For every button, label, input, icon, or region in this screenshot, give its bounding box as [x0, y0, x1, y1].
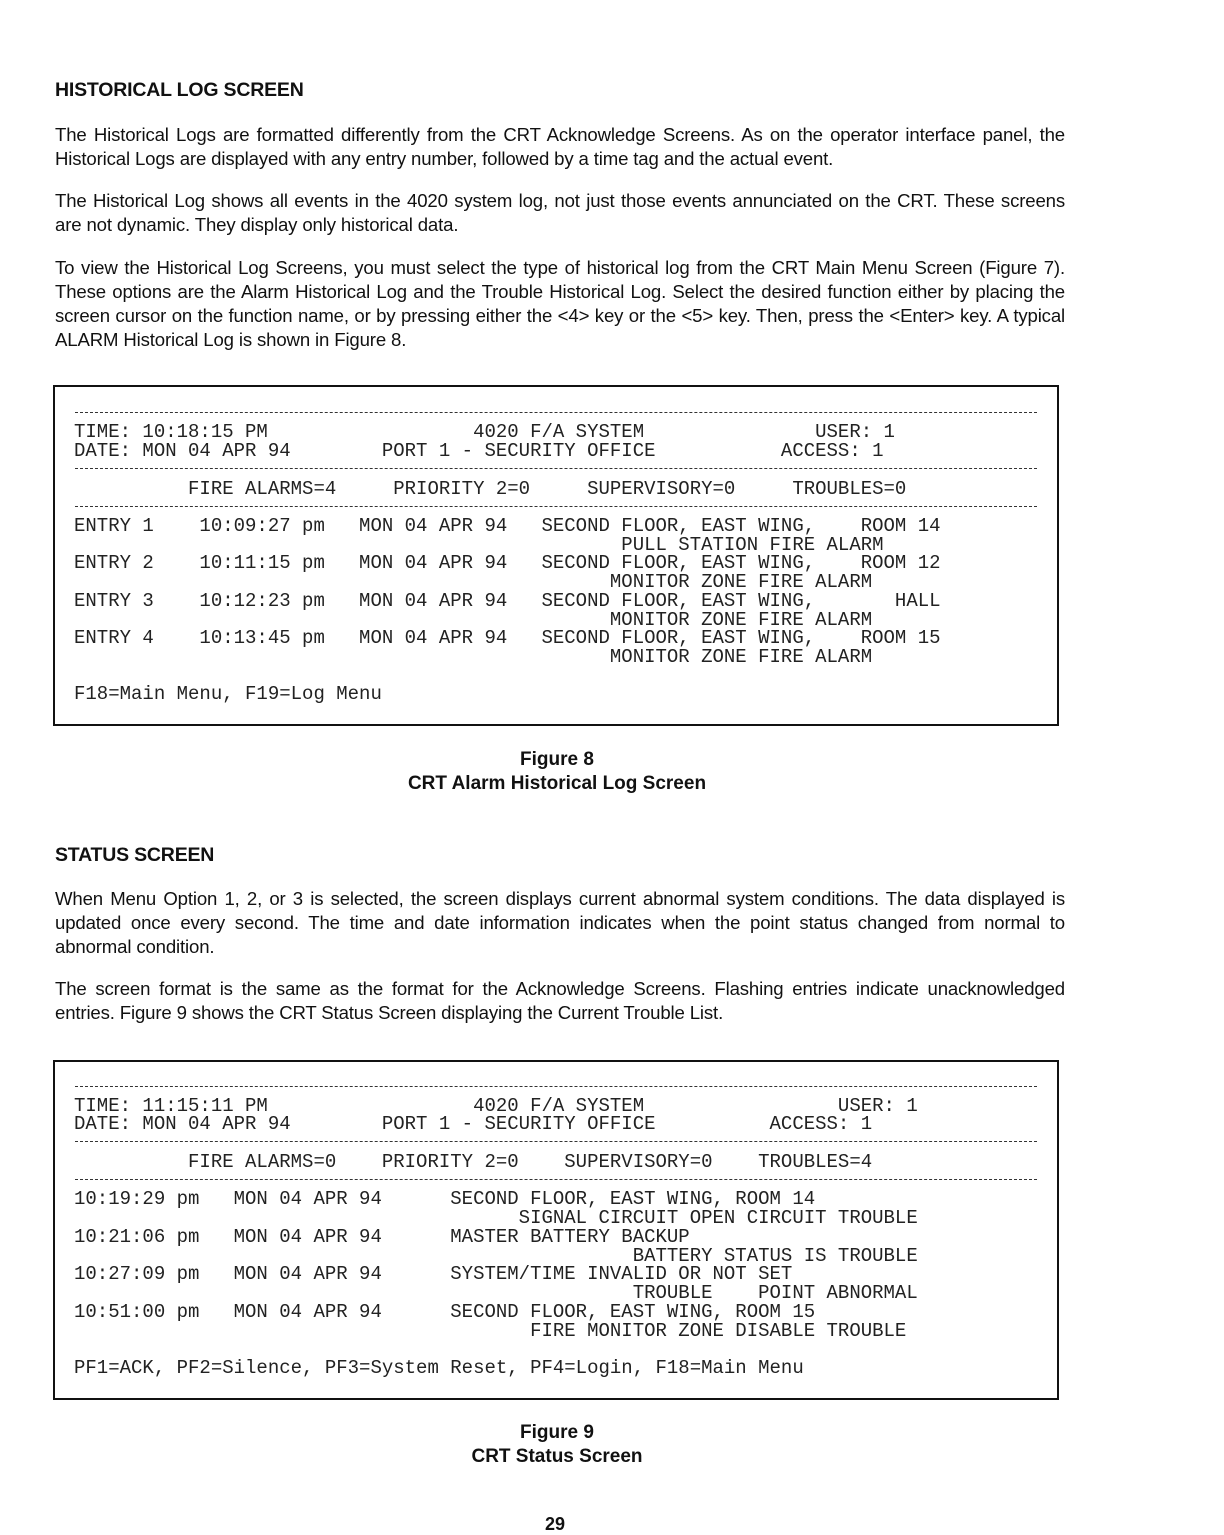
crt-header-date-line: DATE: MON 04 APR 94 PORT 1 - SECURITY OFFICE ACCESS: 1 — [74, 440, 884, 462]
paragraph: The Historical Log shows all events in the 4020 system log, not just those events annunciated on the CRT. These screens are not dynamic. They display only historical data. — [55, 190, 1065, 235]
crt-function-keys: F18=Main Menu, F19=Log Menu — [74, 683, 382, 705]
crt-counts-line: FIRE ALARMS=0 PRIORITY 2=0 SUPERVISORY=0 TROUBLES=4 — [74, 1151, 873, 1173]
log-entry: ENTRY 3 10:12:23 pm MON 04 APR 94 SECOND FLOOR, EAST WING, HALL MONITOR ZONE FIRE ALARM — [74, 590, 941, 631]
paragraph: The Historical Logs are formatted differently from the CRT Acknowledge Screens. As on the operator interface panel, the Historical Logs are displayed with any entry number, followed by a time tag and the actual event. — [55, 124, 1065, 169]
dashed-divider — [75, 1086, 1037, 1087]
page-number: 29 — [545, 1514, 566, 1534]
dashed-divider — [75, 1179, 1037, 1180]
crt-function-keys: PF1=ACK, PF2=Silence, PF3=System Reset, PF4=Login, F18=Main Menu — [74, 1357, 804, 1379]
crt-counts-line: FIRE ALARMS=4 PRIORITY 2=0 SUPERVISORY=0 TROUBLES=0 — [74, 478, 907, 500]
figure-9-caption-title: Figure 9 — [520, 1422, 594, 1443]
section-heading-status-screen: STATUS SCREEN — [55, 844, 215, 866]
paragraph: The screen format is the same as the format for the Acknowledge Screens. Flashing entries indicate unacknowledged entries. Figure 9 shows the CRT Status Screen displaying the Current Trouble List. — [55, 978, 1065, 1023]
log-entry: ENTRY 2 10:11:15 pm MON 04 APR 94 SECOND FLOOR, EAST WING, ROOM 12 MONITOR ZONE FIRE ALARM — [74, 552, 941, 593]
dashed-divider — [75, 412, 1037, 413]
dashed-divider — [75, 506, 1037, 507]
dashed-divider — [75, 1141, 1037, 1142]
crt-header-date-line: DATE: MON 04 APR 94 PORT 1 - SECURITY OFFICE ACCESS: 1 — [74, 1113, 873, 1135]
crt-status-screen — [53, 1060, 1059, 1400]
section-heading-historical-log: HISTORICAL LOG SCREEN — [55, 79, 304, 101]
figure-8-caption-subtitle: CRT Alarm Historical Log Screen — [407, 773, 707, 794]
figure-9-caption-subtitle: CRT Status Screen — [471, 1446, 643, 1467]
figure-8-caption-title: Figure 8 — [520, 749, 594, 770]
paragraph: To view the Historical Log Screens, you must select the type of historical log from the CRT Main Menu Screen (Figure 7). These options are the Alarm Historical Log and the Trouble Historical Log. Select the desired function either by placing the screen cursor on the function name, or by pressing either the <4> key or the <5> key. Then, press the <Enter> key. A typical ALARM Historical Log is shown in Figure 8. — [55, 257, 1065, 350]
dashed-divider — [75, 468, 1037, 469]
status-entry: 10:51:00 pm MON 04 APR 94 SECOND FLOOR, EAST WING, ROOM 15 FIRE MONITOR ZONE DISABLE TROUBLE — [74, 1301, 907, 1342]
paragraph: When Menu Option 1, 2, or 3 is selected, the screen displays current abnormal system conditions. The data displayed is updated once every second. The time and date information indicates when the point status changed from normal to abnormal condition. — [55, 888, 1065, 957]
crt-alarm-historical-log-screen — [53, 385, 1059, 726]
crt-header-time-line: TIME: 10:18:15 PM 4020 F/A SYSTEM USER: 1 — [74, 421, 895, 443]
status-entry: 10:19:29 pm MON 04 APR 94 SECOND FLOOR, EAST WING, ROOM 14 SIGNAL CIRCUIT OPEN CIRCUIT TROUBLE — [74, 1188, 918, 1229]
status-entry: 10:27:09 pm MON 04 APR 94 SYSTEM/TIME INVALID OR NOT SET TROUBLE POINT ABNORMAL — [74, 1263, 918, 1304]
log-entry: ENTRY 1 10:09:27 pm MON 04 APR 94 SECOND FLOOR, EAST WING, ROOM 14 PULL STATION FIRE ALARM — [74, 515, 941, 556]
crt-header-time-line: TIME: 11:15:11 PM 4020 F/A SYSTEM USER: 1 — [74, 1095, 918, 1117]
status-entry: 10:21:06 pm MON 04 APR 94 MASTER BATTERY BACKUP BATTERY STATUS IS TROUBLE — [74, 1226, 918, 1267]
log-entry: ENTRY 4 10:13:45 pm MON 04 APR 94 SECOND FLOOR, EAST WING, ROOM 15 MONITOR ZONE FIRE ALARM — [74, 627, 941, 668]
